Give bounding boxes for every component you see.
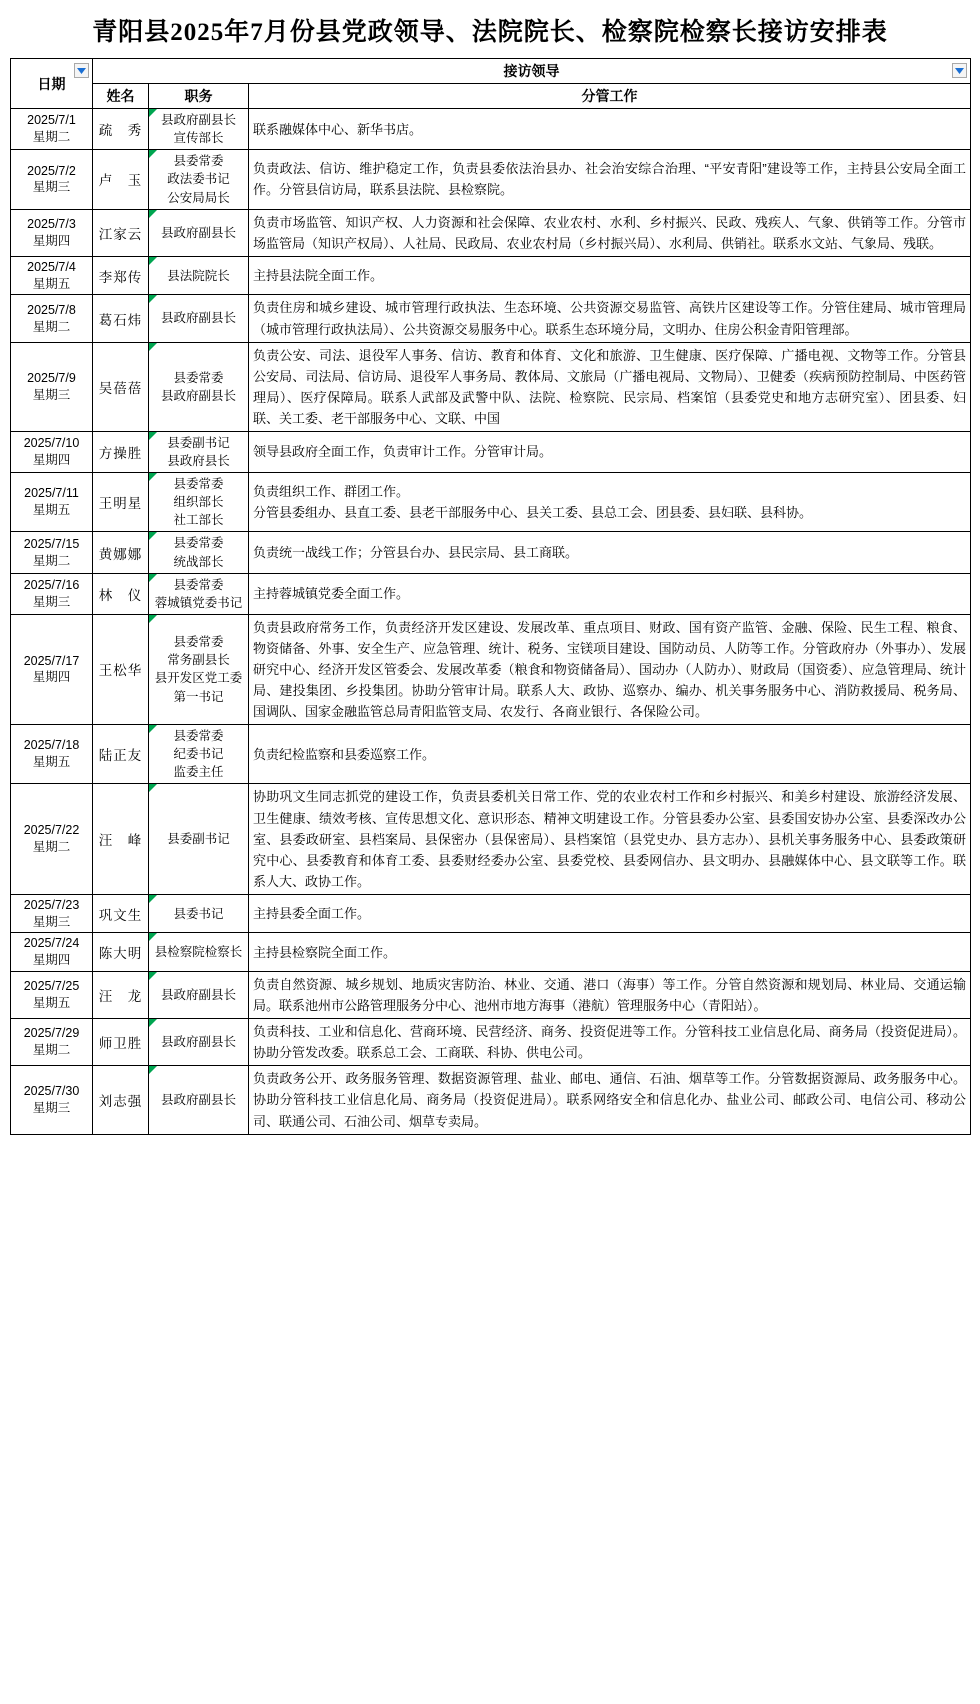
table-row — [11, 473, 971, 532]
weekday-value: 星期五 — [32, 503, 71, 518]
cell-post — [149, 725, 249, 784]
weekday-value: 星期二 — [32, 130, 71, 145]
work-paragraph: 负责科技、工业和信息化、营商环境、民营经济、商务、投资促进等工作。分管科技工业信息化局、商务局（投资促进局）。协助分管发改委。联系总工会、工商联、科协、供电公司。 — [253, 1024, 967, 1061]
date-value: 2025/7/10 — [23, 436, 80, 450]
post-line: 县政府副县长 — [160, 225, 236, 240]
weekday-value: 星期二 — [32, 1043, 71, 1058]
work-paragraph: 负责自然资源、城乡规划、地质灾害防治、林业、交通、港口（海事）等工作。分管自然资源和规划局、林业局、交通运输局。联系池州市公路管理服务分中心、池州市地方海事（港航）管理服务中心（青阳站）。 — [253, 977, 967, 1014]
cell-work — [249, 295, 971, 342]
cell-name: 卢 玉 — [93, 150, 149, 209]
cell-name: 刘志强 — [93, 1066, 149, 1134]
post-line: 县委常委 — [173, 154, 224, 169]
table-row — [11, 342, 971, 431]
cell-work — [249, 725, 971, 784]
cell-post — [149, 473, 249, 532]
cell-date — [11, 725, 93, 784]
cell-name: 汪 峰 — [93, 784, 149, 894]
cell-name: 师卫胜 — [93, 1019, 149, 1066]
cell-date — [11, 295, 93, 342]
post-line: 县委常委 — [173, 370, 224, 385]
table-row — [11, 209, 971, 256]
cell-name: 汪 龙 — [93, 972, 149, 1019]
weekday-value: 星期三 — [32, 914, 71, 929]
post-line: 政法委书记 — [167, 172, 230, 187]
cell-post — [149, 209, 249, 256]
post-line: 县政府副县长 — [160, 388, 236, 403]
cell-work — [249, 150, 971, 209]
cell-date — [11, 784, 93, 894]
cell-post — [149, 1066, 249, 1134]
table-row — [11, 1019, 971, 1066]
date-value: 2025/7/11 — [24, 486, 79, 501]
work-paragraph: 主持县委全面工作。 — [253, 906, 371, 922]
post-line: 县委常委 — [173, 729, 224, 744]
cell-work — [249, 894, 971, 933]
cell-date — [11, 473, 93, 532]
post-line: 县委副书记 — [167, 832, 230, 847]
work-paragraph: 协助巩文生同志抓党的建设工作，负责县委机关日常工作、党的农业农村工作和乡村振兴、和美乡村建设、旅游经济发展、卫生健康、绩效考核、宣传思想文化、意识形态、精神文明建设工作。分管县委办公室、县委国安协办公室、县委深改办公室、县委政研室、县档案局、县保密办（县保密局）、县档案馆（县党史办、县方志办）、县机关事务服务中心、县委政策研究中心、县委教育和体育工委、县委财经委办公室、县委党校、县委网信办、县文明办、县融媒体中心、县文联等工作。联系人大、政协工作。 — [253, 789, 967, 889]
post-line: 社工部长 — [173, 513, 224, 528]
cell-work — [249, 431, 971, 472]
cell-name: 方操胜 — [93, 431, 149, 472]
post-line: 县政府县长 — [167, 453, 230, 468]
cell-work — [249, 532, 971, 573]
cell-name: 吴蓓蓓 — [93, 342, 149, 431]
cell-name: 陈大明 — [93, 933, 149, 972]
cell-work — [249, 933, 971, 972]
table-row — [11, 784, 971, 894]
work-paragraph: 主持蓉城镇党委全面工作。 — [253, 586, 410, 602]
weekday-value: 星期四 — [32, 953, 71, 968]
work-paragraph: 分管县委组办、县直工委、县老干部服务中心、县关工委、县总工会、团县委、县妇联、县科协。 — [253, 505, 813, 521]
work-paragraph: 联系融媒体中心、新华书店。 — [253, 121, 423, 137]
table-row — [11, 725, 971, 784]
date-value: 2025/7/16 — [23, 577, 80, 592]
weekday-value: 星期四 — [32, 452, 71, 467]
cell-name: 陆正友 — [93, 725, 149, 784]
cell-name: 李郑传 — [93, 256, 149, 295]
filter-dropdown-icon[interactable] — [952, 63, 967, 78]
cell-post — [149, 972, 249, 1019]
post-line: 县开发区党工委 — [154, 671, 243, 686]
table-body — [11, 109, 971, 1135]
weekday-value: 星期四 — [32, 670, 71, 685]
cell-post — [149, 894, 249, 933]
table-row — [11, 614, 971, 724]
column-header-leaders-label: 接访领导 — [503, 63, 560, 79]
post-line: 县委常委 — [173, 577, 224, 592]
cell-post — [149, 532, 249, 573]
filter-dropdown-icon[interactable] — [74, 63, 89, 78]
date-value: 2025/7/4 — [27, 259, 76, 274]
post-line: 县政府副县长 — [160, 113, 236, 127]
cell-date — [11, 1019, 93, 1066]
weekday-value: 星期五 — [32, 996, 71, 1011]
work-paragraph: 负责住房和城乡建设、城市管理行政执法、生态环境、公共资源交易监管、高铁片区建设等工作。分管住建局、城市管理局（城市管理行政执法局）、公共资源交易服务中心。联系生态环境分局，文明办、住房公积金青阳管理部。 — [253, 300, 967, 337]
weekday-value: 星期三 — [32, 1100, 71, 1115]
weekday-value: 星期五 — [32, 755, 71, 770]
weekday-value: 星期三 — [32, 594, 71, 609]
page-title: 青阳县2025年7月份县党政领导、法院院长、检察院检察长接访安排表 — [92, 19, 888, 46]
post-line: 县政府副县长 — [160, 1035, 236, 1050]
date-value: 2025/7/9 — [27, 370, 76, 385]
post-line: 县政府副县长 — [160, 1092, 236, 1107]
schedule-table — [10, 58, 971, 1135]
date-value: 2025/7/24 — [23, 936, 80, 951]
column-header-name: 姓名 — [93, 84, 149, 109]
cell-work — [249, 614, 971, 724]
cell-name: 江家云 — [93, 209, 149, 256]
table-header — [11, 59, 971, 109]
cell-post — [149, 109, 249, 150]
cell-post — [149, 614, 249, 724]
cell-post — [149, 1019, 249, 1066]
weekday-value: 星期二 — [32, 319, 71, 334]
work-paragraph: 领导县政府全面工作，负责审计工作。分管审计局。 — [253, 444, 553, 460]
date-value: 2025/7/29 — [23, 1026, 80, 1041]
cell-date — [11, 573, 93, 614]
date-value: 2025/7/17 — [23, 653, 80, 668]
cell-post — [149, 256, 249, 295]
cell-name: 黄娜娜 — [93, 532, 149, 573]
cell-work — [249, 784, 971, 894]
column-header-date-label: 日期 — [37, 75, 66, 92]
post-line: 统战部长 — [173, 554, 224, 569]
post-line: 县政府副县长 — [160, 988, 236, 1003]
table-row — [11, 109, 971, 150]
post-line: 县委常委 — [173, 536, 224, 551]
post-line: 监委主任 — [173, 765, 224, 780]
cell-date — [11, 1066, 93, 1134]
table-row — [11, 295, 971, 342]
work-paragraph: 负责公安、司法、退役军人事务、信访、教育和体育、文化和旅游、卫生健康、医疗保障、广播电视、文物等工作。分管县公安局、司法局、信访局、退役军人事务局、教体局、文旅局（广播电视局、文物局）、卫健委（疾病预防控制局、中医药管理局）、医疗保障局。联系人武部及武警中队、法院、检察院、民宗局、档案馆（县委党史和地方志研究室）、团县委、妇联、关工委、老干部服务中心、文联、中国 — [253, 347, 967, 426]
table-row — [11, 972, 971, 1019]
weekday-value: 星期三 — [32, 180, 71, 195]
date-value: 2025/7/25 — [23, 979, 80, 994]
post-line: 第一书记 — [173, 689, 224, 704]
post-line: 县委副书记 — [167, 435, 230, 450]
table-row — [11, 1066, 971, 1134]
post-line: 常务副县长 — [167, 653, 230, 668]
table-row — [11, 431, 971, 472]
work-paragraph: 负责政务公开、政务服务管理、数据资源管理、盐业、邮电、通信、石油、烟草等工作。分管数据资源局、政务服务中心。协助分管科技工业信息化局、商务局（投资促进局）。联系网络安全和信息化办、盐业公司、邮政公司、电信公司、移动公司、联通公司、石油公司、烟草专卖局。 — [253, 1071, 967, 1129]
work-paragraph: 主持县检察院全面工作。 — [253, 944, 397, 960]
post-line: 纪委书记 — [173, 747, 224, 762]
cell-post — [149, 295, 249, 342]
cell-work — [249, 209, 971, 256]
post-line: 县法院院长 — [167, 268, 230, 283]
cell-post — [149, 150, 249, 209]
cell-date — [11, 614, 93, 724]
cell-name: 疏 秀 — [93, 109, 149, 150]
cell-date — [11, 209, 93, 256]
cell-post — [149, 933, 249, 972]
date-value: 2025/7/22 — [23, 823, 80, 838]
cell-name: 王明星 — [93, 473, 149, 532]
cell-post — [149, 573, 249, 614]
post-line: 公安局局长 — [167, 190, 230, 205]
cell-work — [249, 342, 971, 431]
cell-name: 林 仪 — [93, 573, 149, 614]
cell-post — [149, 431, 249, 472]
cell-work — [249, 109, 971, 150]
column-header-leaders — [93, 59, 971, 84]
cell-date — [11, 894, 93, 933]
column-header-post: 职务 — [149, 84, 249, 109]
work-paragraph: 主持县法院全面工作。 — [253, 268, 384, 284]
date-value: 2025/7/15 — [23, 536, 80, 551]
date-value: 2025/7/23 — [23, 897, 80, 912]
date-value: 2025/7/8 — [27, 302, 76, 317]
table-row — [11, 256, 971, 295]
table-row — [11, 933, 971, 972]
work-paragraph: 负责纪检监察和县委巡察工作。 — [253, 746, 436, 762]
work-paragraph: 负责组织工作、群团工作。 — [253, 484, 410, 500]
weekday-value: 星期二 — [32, 553, 71, 568]
post-line: 组织部长 — [173, 495, 224, 510]
cell-date — [11, 431, 93, 472]
cell-date — [11, 342, 93, 431]
table-row — [11, 894, 971, 933]
cell-name: 巩文生 — [93, 894, 149, 933]
cell-post — [149, 784, 249, 894]
date-value: 2025/7/18 — [23, 738, 80, 753]
weekday-value: 星期二 — [32, 840, 71, 855]
work-paragraph: 负责政法、信访、维护稳定工作，负责县委依法治县办、社会治安综合治理、“平安青阳”建设等工作，主持县公安局全面工作。分管县信访局，联系县法院、县检察院。 — [253, 161, 967, 198]
post-line: 县委常委 — [173, 635, 224, 650]
work-paragraph: 负责统一战线工作；分管县台办、县民宗局、县工商联。 — [253, 544, 579, 560]
post-line: 县政府副县长 — [160, 311, 236, 326]
cell-date — [11, 109, 93, 150]
cell-work — [249, 473, 971, 532]
weekday-value: 星期三 — [32, 387, 71, 402]
post-line: 县委书记 — [173, 906, 224, 921]
cell-date — [11, 972, 93, 1019]
cell-post — [149, 342, 249, 431]
cell-date — [11, 532, 93, 573]
post-line: 县委常委 — [173, 477, 224, 491]
work-paragraph: 负责县政府常务工作，负责经济开发区建设、发展改革、重点项目、财政、国有资产监管、金融、保险、民生工程、粮食、物资储备、外事、安全生产、应急管理、统计、税务、宝镁项目建设、国防动员、人防等工作。分管政府办（外事办）、发展研究中心、经济开发区管委会、发展改革委（粮食和物资储备局）、国动办（人防办）、财政局（国资委）、应急管理局、统计局、建投集团、乡投集团。协助分管审计局。联系人大、政协、巡察办、编办、机关事务服务中心、消防救援局、税务局、国调队、国家金融监管总局青阳监管支局、农发行、各商业银行、各保险公司。 — [253, 619, 967, 720]
cell-date — [11, 933, 93, 972]
table-row — [11, 532, 971, 573]
post-line: 县检察院检察长 — [154, 945, 243, 960]
cell-name: 王松华 — [93, 614, 149, 724]
date-value: 2025/7/30 — [23, 1084, 80, 1099]
cell-work — [249, 573, 971, 614]
column-header-work: 分管工作 — [249, 84, 971, 109]
cell-date — [11, 256, 93, 295]
cell-work — [249, 972, 971, 1019]
table-row — [11, 150, 971, 209]
cell-name: 葛石炜 — [93, 295, 149, 342]
post-line: 宣传部长 — [173, 131, 224, 146]
cell-work — [249, 1066, 971, 1134]
cell-date — [11, 150, 93, 209]
column-header-date — [11, 59, 93, 109]
weekday-value: 星期五 — [32, 276, 71, 291]
weekday-value: 星期四 — [32, 233, 71, 248]
post-line: 蓉城镇党委书记 — [154, 595, 243, 610]
cell-work — [249, 256, 971, 295]
date-value: 2025/7/2 — [27, 163, 76, 178]
cell-work — [249, 1019, 971, 1066]
date-value: 2025/7/1 — [27, 113, 76, 128]
table-row — [11, 573, 971, 614]
date-value: 2025/7/3 — [27, 216, 76, 231]
work-paragraph: 负责市场监管、知识产权、人力资源和社会保障、农业农村、水利、乡村振兴、民政、残疾人、气象、供销等工作。分管市场监管局（知识产权局）、人社局、民政局、农业农村局（乡村振兴局）、水利局、供销社。联系水文站、气象局、残联。 — [253, 214, 967, 251]
